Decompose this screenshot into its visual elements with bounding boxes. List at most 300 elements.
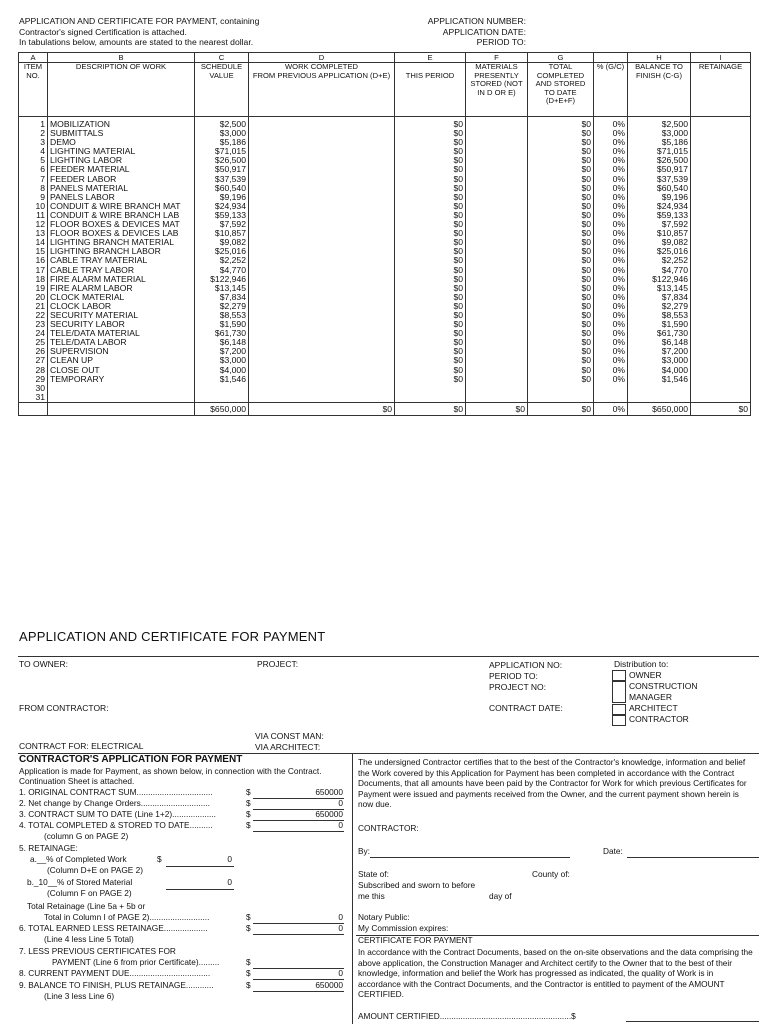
work-description: TELE/DATA LABOR (48, 338, 195, 347)
schedule-value: $8,553 (195, 311, 249, 320)
from-previous (249, 384, 395, 393)
total-completed (528, 393, 594, 403)
schedule-value (195, 393, 249, 403)
from-previous (249, 211, 395, 220)
schedule-of-values-table (18, 52, 751, 416)
retainage (691, 165, 751, 174)
table-row (19, 147, 751, 156)
col-letter: F (466, 53, 528, 63)
from-previous (249, 156, 395, 165)
work-description: LIGHTING LABOR (48, 156, 195, 165)
percent-complete: 0% (594, 184, 628, 193)
retainage (691, 302, 751, 311)
this-period: $0 (395, 347, 466, 356)
via-architect-label: VIA ARCHITECT: (255, 742, 321, 752)
materials-stored (466, 311, 528, 320)
work-description: SECURITY MATERIAL (48, 311, 195, 320)
retainage (691, 156, 751, 165)
balance-to-finish: $2,500 (628, 117, 691, 130)
from-previous (249, 129, 395, 138)
total-schedule-value: $650,000 (195, 402, 249, 415)
total-balance: $650,000 (628, 402, 691, 415)
retainage (691, 193, 751, 202)
line-4-label: 4. TOTAL COMPLETED & STORED TO DATE.......... (19, 820, 213, 830)
contract-date-label: CONTRACT DATE: (489, 703, 563, 713)
total-completed: $0 (528, 311, 594, 320)
total-completed: $0 (528, 356, 594, 365)
work-description: CONDUIT & WIRE BRANCH MAT (48, 202, 195, 211)
from-previous (249, 366, 395, 375)
percent-complete: 0% (594, 147, 628, 156)
this-period: $0 (395, 293, 466, 302)
architect-checkbox[interactable] (612, 704, 626, 715)
percent-complete: 0% (594, 138, 628, 147)
dist-architect: ARCHITECT (629, 703, 678, 713)
line-6-note: (Line 4 less Line 5 Total) (44, 934, 134, 944)
this-period: $0 (395, 147, 466, 156)
balance-to-finish: $8,553 (628, 311, 691, 320)
retainage (691, 184, 751, 193)
table-row (19, 266, 751, 275)
from-previous (249, 320, 395, 329)
retainage (691, 384, 751, 393)
total-materials: $0 (466, 402, 528, 415)
from-previous (249, 147, 395, 156)
materials-stored (466, 138, 528, 147)
this-period: $0 (395, 193, 466, 202)
col-letter (594, 53, 628, 63)
date-line[interactable] (627, 857, 759, 858)
from-previous-label: FROM PREVIOUS APPLICATION (D+E) (252, 70, 391, 80)
county-of-label: County of: (532, 869, 570, 879)
from-previous (249, 247, 395, 256)
header-line: Contractor's signed Certification is attached. (19, 26, 187, 37)
from-previous (249, 347, 395, 356)
me-this-label: me this (358, 891, 385, 901)
balance-to-finish: $3,000 (628, 129, 691, 138)
schedule-value: $61,730 (195, 329, 249, 338)
line-1-label: 1. ORIGINAL CONTRACT SUM................................. (19, 787, 213, 797)
totals-row (19, 402, 751, 415)
col-letter: D (249, 53, 395, 63)
from-previous (249, 256, 395, 265)
schedule-rows (19, 117, 751, 403)
dollar-sign: $ (246, 912, 251, 922)
item-no: 6 (19, 165, 48, 174)
this-period: $0 (395, 356, 466, 365)
col-header-materials: MATERIALS PRESENTLY STORED (NOT IN D OR E) (466, 63, 528, 117)
col-letter: I (691, 53, 751, 63)
total-completed: $0 (528, 302, 594, 311)
this-period (395, 393, 466, 403)
balance-to-finish: $122,946 (628, 275, 691, 284)
table-row (19, 338, 751, 347)
this-period-label: THIS PERIOD (405, 70, 455, 80)
table-row (19, 275, 751, 284)
dist-construction-manager: CONSTRUCTION MANAGER (629, 681, 698, 702)
work-description: CABLE TRAY LABOR (48, 266, 195, 275)
column-headers-row (19, 63, 751, 117)
this-period: $0 (395, 275, 466, 284)
retainage (691, 393, 751, 403)
period-to-label: PERIOD TO: (489, 671, 538, 681)
percent-complete: 0% (594, 347, 628, 356)
item-no: 18 (19, 275, 48, 284)
materials-stored (466, 175, 528, 184)
dollar-sign: $ (246, 923, 251, 933)
this-period: $0 (395, 302, 466, 311)
line-9-value: 650000 (315, 980, 343, 990)
amount-certified-line[interactable] (626, 1021, 759, 1022)
total-completed: $0 (528, 366, 594, 375)
sheet-header-right (411, 16, 526, 48)
schedule-value: $2,252 (195, 256, 249, 265)
schedule-value: $9,082 (195, 238, 249, 247)
item-no: 13 (19, 229, 48, 238)
percent-complete: 0% (594, 293, 628, 302)
schedule-value: $59,133 (195, 211, 249, 220)
work-description: FLOOR BOXES & DEVICES MAT (48, 220, 195, 229)
work-description: CLOCK MATERIAL (48, 293, 195, 302)
via-const-man-label: VIA CONST MAN: (255, 731, 324, 741)
balance-to-finish: $2,279 (628, 302, 691, 311)
distribution-label: Distribution to: (614, 659, 669, 669)
application-intro: Application is made for Payment, as shown below, in connection with the Contract. (19, 766, 322, 776)
work-description: SECURITY LABOR (48, 320, 195, 329)
percent-complete: 0% (594, 284, 628, 293)
work-description: PANELS MATERIAL (48, 184, 195, 193)
dollar-sign: $ (246, 820, 251, 830)
work-description: FLOOR BOXES & DEVICES LAB (48, 229, 195, 238)
percent-complete: 0% (594, 256, 628, 265)
this-period: $0 (395, 375, 466, 384)
percent-complete: 0% (594, 229, 628, 238)
balance-to-finish: $24,934 (628, 202, 691, 211)
total-completed: $0 (528, 220, 594, 229)
underline (253, 934, 344, 935)
item-no: 24 (19, 329, 48, 338)
total-completed: $0 (528, 375, 594, 384)
balance-to-finish: $59,133 (628, 211, 691, 220)
underline (253, 831, 344, 832)
total-completed: $0 (528, 347, 594, 356)
total-this-period: $0 (395, 402, 466, 415)
underline (166, 889, 234, 890)
item-no: 2 (19, 129, 48, 138)
balance-to-finish: $26,500 (628, 156, 691, 165)
dist-owner: OWNER (629, 670, 662, 680)
dollar-sign: $ (157, 854, 162, 864)
line-2-value: 0 (338, 798, 343, 808)
materials-stored (466, 356, 528, 365)
this-period: $0 (395, 247, 466, 256)
materials-stored (466, 393, 528, 403)
col-header-this-period (395, 63, 466, 117)
contract-for-label: CONTRACT FOR: ELECTRICAL (19, 741, 144, 751)
item-no: 21 (19, 302, 48, 311)
balance-to-finish: $6,148 (628, 338, 691, 347)
total-completed: $0 (528, 266, 594, 275)
from-previous (249, 375, 395, 384)
table-row (19, 156, 751, 165)
schedule-value: $3,000 (195, 356, 249, 365)
this-period: $0 (395, 175, 466, 184)
from-previous (249, 138, 395, 147)
schedule-value (195, 384, 249, 393)
table-row (19, 320, 751, 329)
this-period: $0 (395, 284, 466, 293)
schedule-value: $7,200 (195, 347, 249, 356)
materials-stored (466, 117, 528, 130)
this-period: $0 (395, 320, 466, 329)
work-completed-label: WORK COMPLETED (285, 62, 358, 71)
table-row (19, 384, 751, 393)
retainage (691, 275, 751, 284)
total-completed: $0 (528, 117, 594, 130)
dollar-sign: $ (246, 957, 251, 967)
balance-to-finish: $5,186 (628, 138, 691, 147)
schedule-value: $13,145 (195, 284, 249, 293)
col-letter: C (195, 53, 249, 63)
percent-complete: 0% (594, 311, 628, 320)
retainage (691, 229, 751, 238)
total-completed: $0 (528, 275, 594, 284)
retainage (691, 266, 751, 275)
schedule-value: $1,590 (195, 320, 249, 329)
retainage (691, 211, 751, 220)
retainage (691, 293, 751, 302)
signature-line[interactable] (370, 857, 570, 858)
materials-stored (466, 375, 528, 384)
line-8-label: 8. CURRENT PAYMENT DUE................................... (19, 968, 211, 978)
percent-complete: 0% (594, 156, 628, 165)
work-description: LIGHTING BRANCH MATERIAL (48, 238, 195, 247)
application-number-label: APPLICATION NUMBER: (427, 16, 526, 26)
line-5b-label: b._10__% of Stored Material (27, 877, 133, 887)
percent-complete: 0% (594, 202, 628, 211)
column-letters-row (19, 53, 751, 63)
col-header-from-previous (249, 63, 395, 117)
line-9-label: 9. BALANCE TO FINISH, PLUS RETAINAGE............ (19, 980, 214, 990)
item-no: 3 (19, 138, 48, 147)
percent-complete: 0% (594, 193, 628, 202)
table-row (19, 184, 751, 193)
balance-to-finish: $71,015 (628, 147, 691, 156)
from-previous (249, 393, 395, 403)
this-period: $0 (395, 129, 466, 138)
balance-to-finish: $4,000 (628, 366, 691, 375)
via-block (255, 731, 324, 753)
schedule-value: $4,000 (195, 366, 249, 375)
total-completed: $0 (528, 156, 594, 165)
from-previous (249, 275, 395, 284)
item-no: 5 (19, 156, 48, 165)
col-header-retainage: RETAINAGE (691, 63, 751, 117)
materials-stored (466, 284, 528, 293)
table-row (19, 366, 751, 375)
this-period: $0 (395, 311, 466, 320)
total-completed: $0 (528, 138, 594, 147)
line-5b-value: 0 (227, 877, 232, 887)
item-no: 1 (19, 117, 48, 130)
by-label: By: (358, 846, 370, 856)
table-row (19, 238, 751, 247)
table-row (19, 393, 751, 403)
item-no: 10 (19, 202, 48, 211)
work-description: FIRE ALARM MATERIAL (48, 275, 195, 284)
line-8-value: 0 (338, 968, 343, 978)
from-previous (249, 284, 395, 293)
column-divider (352, 753, 353, 1024)
table-row (19, 229, 751, 238)
table-row (19, 347, 751, 356)
this-period: $0 (395, 266, 466, 275)
contractor-checkbox[interactable] (612, 715, 626, 726)
table-row (19, 220, 751, 229)
from-previous (249, 193, 395, 202)
item-no: 17 (19, 266, 48, 275)
col-header-description: DESCRIPTION OF WORK (48, 63, 195, 117)
schedule-value: $1,546 (195, 375, 249, 384)
schedule-value: $6,148 (195, 338, 249, 347)
materials-stored (466, 256, 528, 265)
this-period: $0 (395, 329, 466, 338)
from-previous (249, 117, 395, 130)
retainage (691, 375, 751, 384)
table-row (19, 356, 751, 365)
this-period: $0 (395, 156, 466, 165)
underline (253, 991, 344, 992)
total-completed: $0 (528, 284, 594, 293)
percent-complete: 0% (594, 320, 628, 329)
header-line: In tabulations below, amounts are stated to the nearest dollar. (19, 37, 254, 47)
subscribed-label: Subscribed and sworn to before (358, 880, 476, 890)
work-description: LIGHTING MATERIAL (48, 147, 195, 156)
dollar-sign: $ (246, 798, 251, 808)
total-completed: $0 (528, 193, 594, 202)
materials-stored (466, 384, 528, 393)
certificate-for-payment-title: CERTIFICATE FOR PAYMENT (358, 935, 473, 945)
this-period: $0 (395, 138, 466, 147)
construction-manager-checkbox[interactable] (612, 681, 626, 703)
total-completed: $0 (528, 175, 594, 184)
dist-contractor: CONTRACTOR (629, 714, 689, 724)
col-header-item: ITEM NO. (19, 63, 48, 117)
item-no: 23 (19, 320, 48, 329)
retainage (691, 284, 751, 293)
from-previous (249, 302, 395, 311)
this-period (395, 384, 466, 393)
total-completed: $0 (528, 247, 594, 256)
project-label: PROJECT: (257, 659, 299, 669)
materials-stored (466, 275, 528, 284)
schedule-value: $2,279 (195, 302, 249, 311)
table-row (19, 202, 751, 211)
balance-to-finish: $2,252 (628, 256, 691, 265)
col-header-schedule-value: SCHEDULE VALUE (195, 63, 249, 117)
item-no: 26 (19, 347, 48, 356)
day-of-label: day of (489, 891, 512, 901)
materials-stored (466, 366, 528, 375)
line-4-value: 0 (338, 820, 343, 830)
col-letter: A (19, 53, 48, 63)
table-row (19, 247, 751, 256)
col-header-total-completed: TOTAL COMPLETED AND STORED TO DATE (D+E+F) (528, 63, 594, 117)
work-description (48, 393, 195, 403)
percent-complete: 0% (594, 165, 628, 174)
balance-to-finish: $37,539 (628, 175, 691, 184)
balance-to-finish: $9,196 (628, 193, 691, 202)
application-intro-2: Continuation Sheet is attached. (19, 776, 135, 786)
this-period: $0 (395, 256, 466, 265)
contractor-label: CONTRACTOR: (358, 823, 419, 833)
total-retainage-label: Total Retainage (Line 5a + 5b or (27, 901, 146, 911)
owner-checkbox[interactable] (612, 670, 626, 681)
table-row (19, 129, 751, 138)
total-completed: $0 (528, 320, 594, 329)
item-no: 20 (19, 293, 48, 302)
table-row (19, 193, 751, 202)
item-no: 12 (19, 220, 48, 229)
retainage (691, 175, 751, 184)
balance-to-finish: $7,592 (628, 220, 691, 229)
line-1-value: 650000 (315, 787, 343, 797)
table-row (19, 284, 751, 293)
balance-to-finish: $1,546 (628, 375, 691, 384)
item-no: 25 (19, 338, 48, 347)
schedule-value: $26,500 (195, 156, 249, 165)
this-period: $0 (395, 229, 466, 238)
from-contractor-label: FROM CONTRACTOR: (19, 703, 109, 713)
schedule-value: $4,770 (195, 266, 249, 275)
item-no: 22 (19, 311, 48, 320)
certificate-text: In accordance with the Contract Documents, based on the on-site observations and the data comprising the above application, the Construction Manager and Architect certify to the Owner that to the best of their knowledge, information and belief the Work has progressed as indicated, the quality of Work is in accordance with the Contract Documents, and the Contractor is entitled to payment of the AMOUNT CERTIFIED. (358, 947, 753, 1000)
work-description: CLOSE OUT (48, 366, 195, 375)
balance-to-finish: $10,857 (628, 229, 691, 238)
schedule-value: $71,015 (195, 147, 249, 156)
this-period: $0 (395, 165, 466, 174)
date-label: Date: (603, 846, 623, 856)
total-completed: $0 (528, 184, 594, 193)
balance-to-finish: $61,730 (628, 329, 691, 338)
from-previous (249, 220, 395, 229)
item-no: 15 (19, 247, 48, 256)
materials-stored (466, 165, 528, 174)
materials-stored (466, 302, 528, 311)
retainage (691, 238, 751, 247)
materials-stored (466, 147, 528, 156)
work-description: FEEDER LABOR (48, 175, 195, 184)
percent-complete: 0% (594, 211, 628, 220)
dollar-sign: $ (246, 980, 251, 990)
percent-complete: 0% (594, 275, 628, 284)
distribution-list (629, 670, 719, 725)
work-description: PANELS LABOR (48, 193, 195, 202)
schedule-value: $60,540 (195, 184, 249, 193)
materials-stored (466, 247, 528, 256)
line-6-value: 0 (338, 923, 343, 933)
item-no: 29 (19, 375, 48, 384)
commission-expires-label: My Commission expires: (358, 923, 449, 933)
item-no: 31 (19, 393, 48, 403)
percent-complete: 0% (594, 375, 628, 384)
total-completed: $0 (528, 329, 594, 338)
total-completed: $0 (528, 147, 594, 156)
application-no-label: APPLICATION NO: (489, 660, 563, 670)
retainage (691, 338, 751, 347)
from-previous (249, 356, 395, 365)
schedule-value: $3,000 (195, 129, 249, 138)
